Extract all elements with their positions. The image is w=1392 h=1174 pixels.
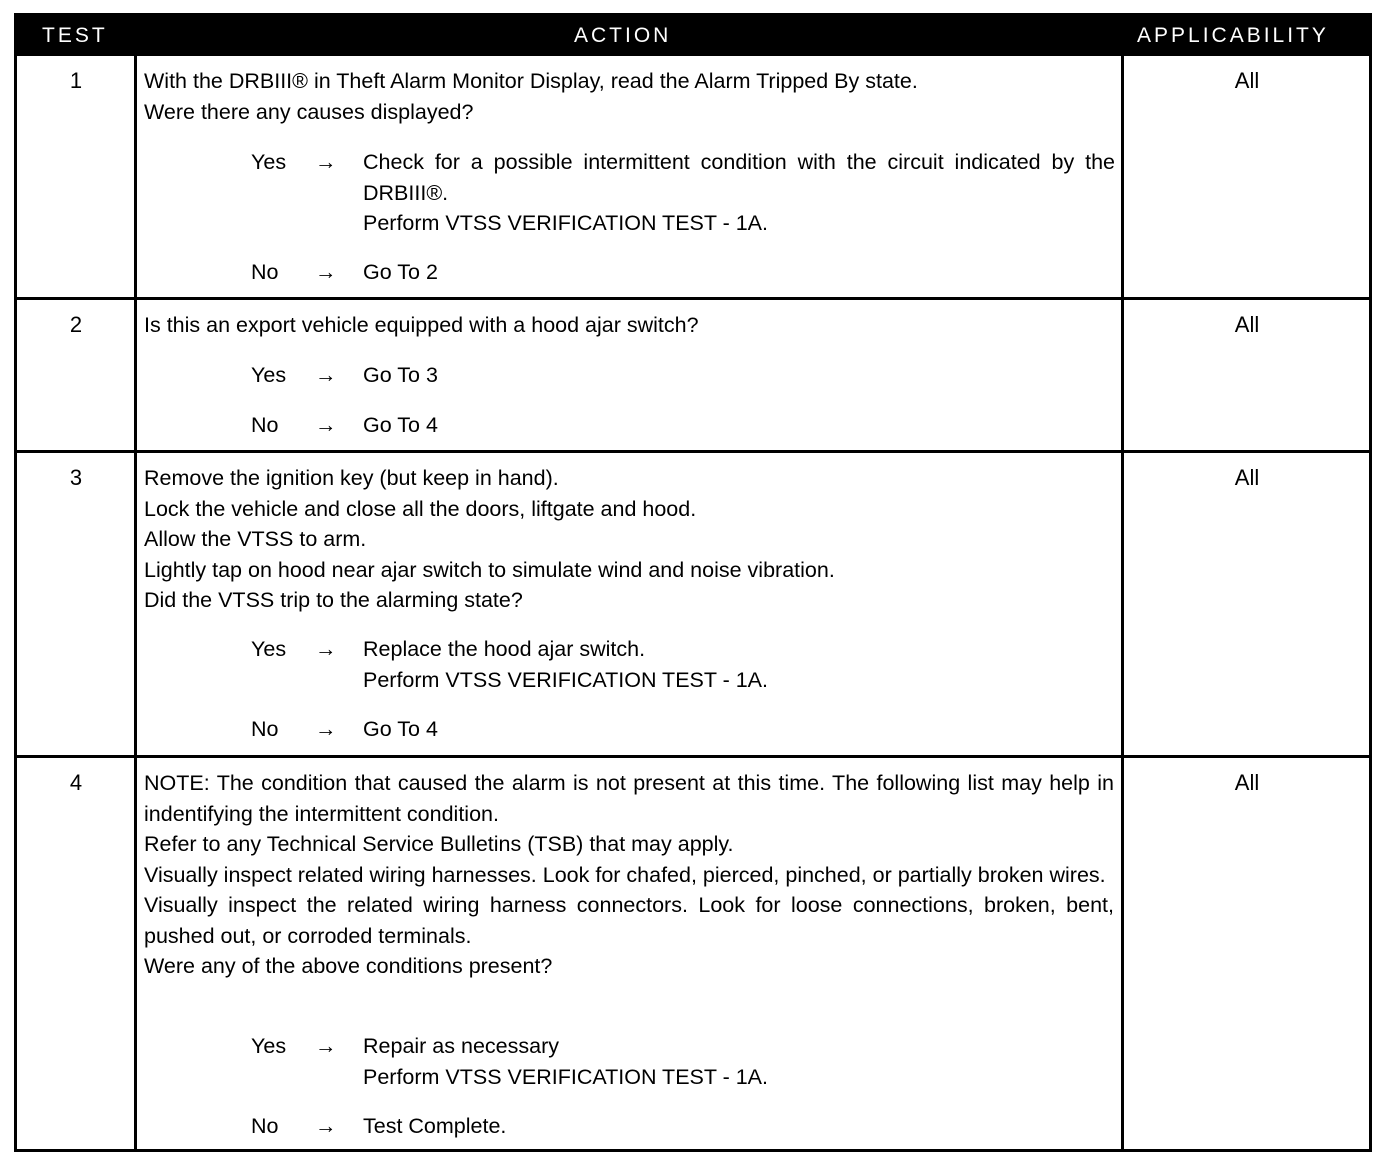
no-label: No (251, 413, 279, 437)
column-divider-applicability (1121, 56, 1124, 1152)
question-line: Refer to any Technical Service Bulletins (TSB) that may apply. (144, 832, 734, 856)
test-number: 2 (69, 312, 83, 337)
no-label: No (251, 717, 279, 741)
result-line: Perform VTSS VERIFICATION TEST - 1A. (363, 1064, 768, 1089)
yes-label: Yes (251, 363, 287, 387)
no-result (363, 410, 1115, 441)
diagnostic-test-table (14, 13, 1372, 1152)
no-label: No (251, 1114, 279, 1138)
result-line: Repair as necessary (363, 1034, 559, 1058)
test-question (144, 768, 1114, 982)
result-line: Go To 4 (363, 717, 438, 741)
column-divider-test (134, 56, 137, 1152)
row-divider (17, 297, 1369, 300)
result-line: Check for a possible intermittent condition with the circuit indicated by the DRBIII®. (363, 150, 1115, 205)
yes-result (363, 634, 1115, 695)
no-result (363, 714, 1115, 745)
applicability-value: All (1234, 465, 1260, 490)
test-number: 1 (69, 68, 83, 93)
yes-label: Yes (251, 150, 287, 174)
table-header (17, 16, 1369, 56)
header-applicability: APPLICABILITY (1137, 24, 1329, 47)
result-line: Replace the hood ajar switch. (363, 637, 646, 661)
applicability-value: All (1234, 312, 1260, 337)
no-label: No (251, 260, 279, 284)
question-line: Did the VTSS trip to the alarming state? (144, 588, 523, 612)
question-line: Were any of the above conditions present? (144, 954, 553, 978)
test-number: 4 (69, 770, 83, 795)
arrow-icon: → (315, 637, 337, 661)
test-question (144, 310, 1114, 341)
question-line: Visually inspect the related wiring harness connectors. Look for loose connections, broken, bent, pushed out, or corroded terminals. (144, 893, 1114, 948)
arrow-icon: → (315, 150, 337, 174)
question-line: Remove the ignition key (but keep in hand). (144, 466, 559, 490)
result-line: Go To 2 (363, 260, 438, 284)
question-line: Were there any causes displayed? (144, 99, 474, 124)
question-line: NOTE: The condition that caused the alarm is not present at this time. The following list may help in indentifying the intermittent condition. (144, 771, 1114, 826)
yes-label: Yes (251, 637, 287, 661)
yes-result (363, 360, 1115, 391)
result-line: Test Complete. (363, 1114, 507, 1138)
question-line: With the DRBIII® in Theft Alarm Monitor Display, read the Alarm Tripped By state. (144, 69, 918, 93)
arrow-icon: → (315, 363, 337, 387)
arrow-icon: → (315, 260, 337, 284)
header-action: ACTION (574, 24, 672, 47)
yes-result (363, 147, 1115, 239)
result-line: Perform VTSS VERIFICATION TEST - 1A. (363, 667, 768, 692)
question-line: Lightly tap on hood near ajar switch to simulate wind and noise vibration. (144, 557, 835, 582)
yes-label: Yes (251, 1034, 287, 1058)
result-line: Go To 3 (363, 363, 438, 387)
arrow-icon: → (315, 1034, 337, 1058)
row-divider (17, 450, 1369, 453)
question-line: Is this an export vehicle equipped with a hood ajar switch? (144, 313, 699, 337)
row-divider (17, 755, 1369, 758)
no-result (363, 1111, 1115, 1142)
arrow-icon: → (315, 413, 337, 437)
arrow-icon: → (315, 717, 337, 741)
question-line: Visually inspect related wiring harnesses. Look for chafed, pierced, pinched, or partially broken wires. (144, 862, 1106, 887)
question-line: Allow the VTSS to arm. (144, 527, 367, 551)
applicability-value: All (1234, 68, 1260, 93)
result-line: Go To 4 (363, 413, 438, 437)
no-result (363, 257, 1115, 288)
applicability-value: All (1234, 770, 1260, 795)
test-question (144, 463, 1114, 616)
test-question (144, 66, 1114, 127)
yes-result (363, 1031, 1115, 1092)
test-number: 3 (69, 465, 83, 490)
arrow-icon: → (315, 1114, 337, 1138)
header-test: TEST (42, 24, 108, 47)
question-line: Lock the vehicle and close all the doors, liftgate and hood. (144, 496, 697, 521)
result-line: Perform VTSS VERIFICATION TEST - 1A. (363, 211, 768, 235)
